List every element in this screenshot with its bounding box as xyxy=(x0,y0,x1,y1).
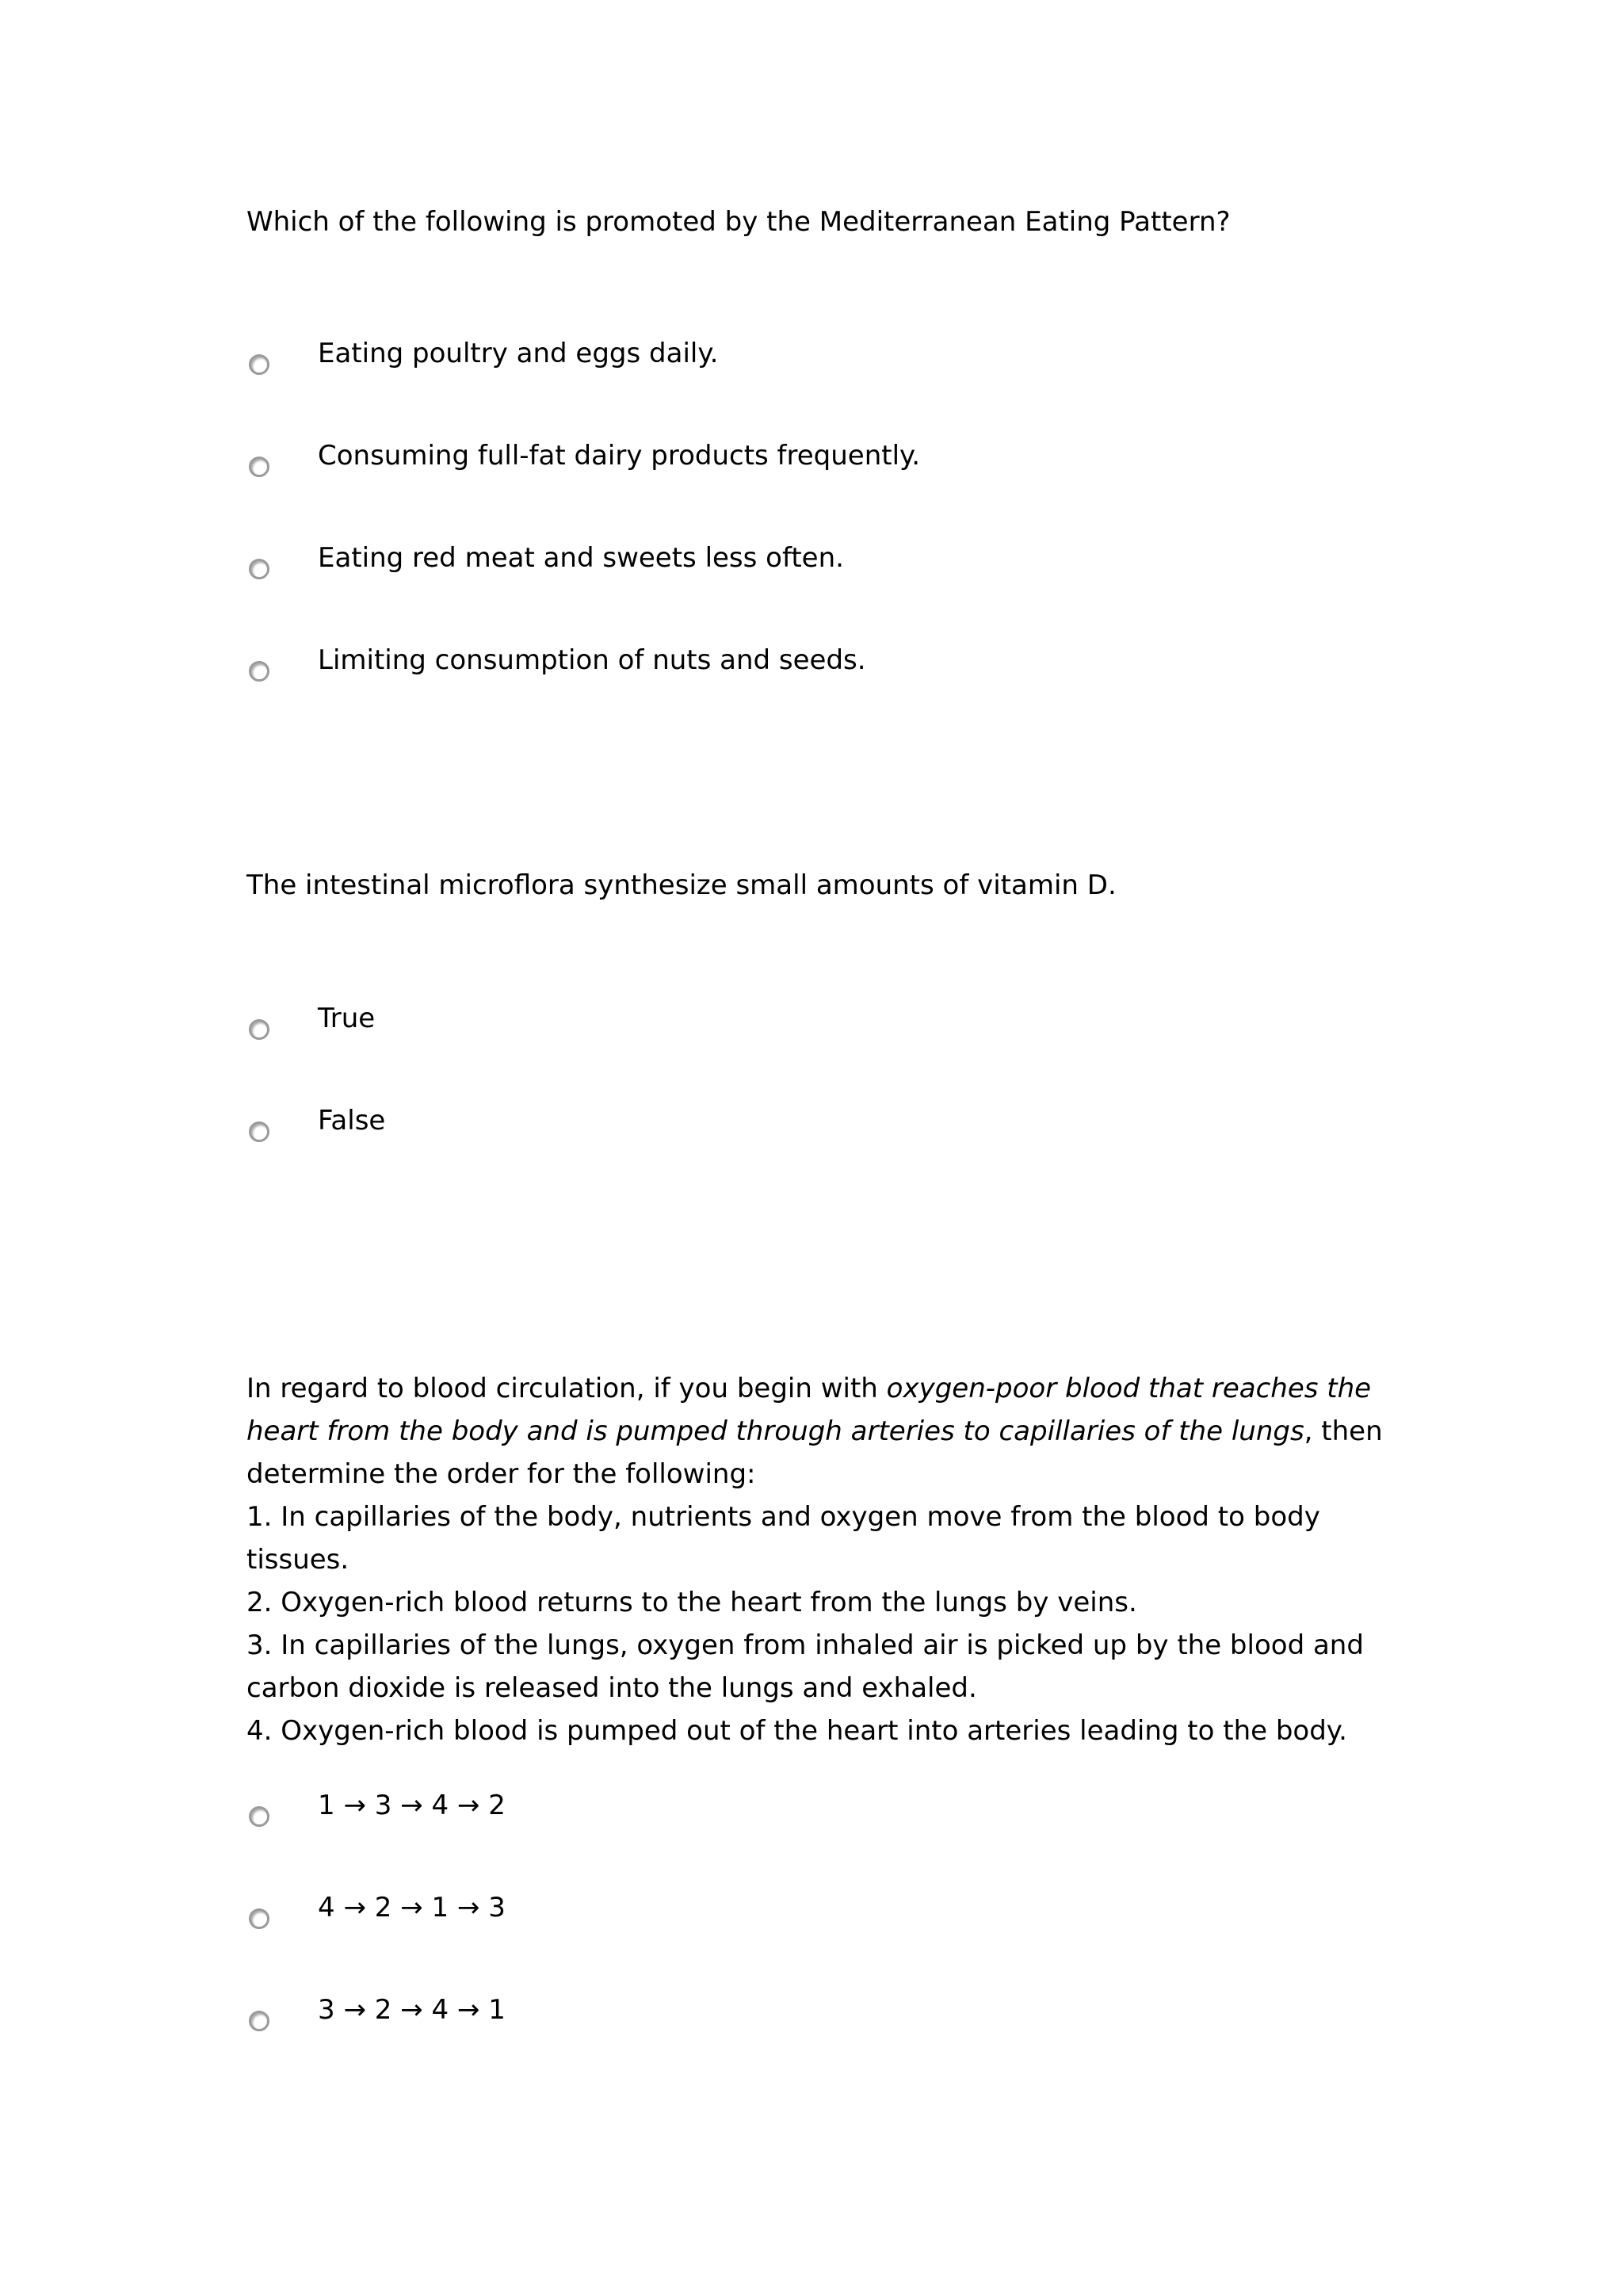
question-3 xyxy=(246,1367,1388,2026)
question-1-option-1[interactable] xyxy=(246,335,1388,383)
radio-button[interactable] xyxy=(249,661,269,682)
stem-intro: In regard to blood circulation, if you begin with xyxy=(246,1373,887,1404)
sequence-item-2: 2. Oxygen-rich blood returns to the heart from the lungs by veins. xyxy=(246,1587,1137,1618)
question-3-stem xyxy=(246,1367,1388,1752)
question-1 xyxy=(246,201,1388,676)
sequence-item-4: 4. Oxygen-rich blood is pumped out of the heart into arteries leading to the body. xyxy=(246,1715,1347,1747)
radio-button[interactable] xyxy=(249,457,269,477)
option-label: Limiting consumption of nuts and seeds. xyxy=(318,644,866,676)
radio-button[interactable] xyxy=(249,354,269,375)
option-label: False xyxy=(318,1105,386,1137)
radio-button[interactable] xyxy=(249,1019,269,1040)
question-1-stem: Which of the following is promoted by the Mediterranean Eating Pattern? xyxy=(246,206,1231,238)
stem-italic: oxygen-poor blood that reaches the heart from the body and is pumped through arteries to capillaries of the lungs xyxy=(246,1373,1372,1447)
question-2 xyxy=(246,864,1388,1137)
option-label: True xyxy=(318,1003,376,1034)
option-label: Eating red meat and sweets less often. xyxy=(318,542,844,574)
stem-after: , then determine the order for the following: xyxy=(246,1415,1383,1490)
radio-button[interactable] xyxy=(249,2011,269,2031)
sequence-item-3: 3. In capillaries of the lungs, oxygen from inhaled air is picked up by the blood and carbon dioxide is released into the lungs and exhaled. xyxy=(246,1629,1364,1704)
option-label: Eating poultry and eggs daily. xyxy=(318,338,719,369)
question-2-option-true[interactable] xyxy=(246,1000,1388,1048)
question-1-option-3[interactable] xyxy=(246,540,1388,587)
radio-button[interactable] xyxy=(249,559,269,579)
option-label: 4 → 2 → 1 → 3 xyxy=(318,1892,506,1924)
question-2-option-false[interactable] xyxy=(246,1102,1388,1150)
option-label: 1 → 3 → 4 → 2 xyxy=(318,1790,506,1821)
question-3-option-3[interactable] xyxy=(246,1992,1388,2039)
radio-button[interactable] xyxy=(249,1121,269,1142)
option-label: 3 → 2 → 4 → 1 xyxy=(318,1994,506,2026)
sequence-item-1: 1. In capillaries of the body, nutrients and oxygen move from the blood to body tissues. xyxy=(246,1501,1320,1576)
question-3-option-1[interactable] xyxy=(246,1787,1388,1835)
radio-button[interactable] xyxy=(249,1806,269,1827)
question-3-stem-text xyxy=(246,1367,1388,1496)
question-1-option-2[interactable] xyxy=(246,437,1388,485)
question-1-option-4[interactable] xyxy=(246,642,1388,690)
question-2-stem: The intestinal microflora synthesize small amounts of vitamin D. xyxy=(246,869,1117,901)
radio-button[interactable] xyxy=(249,1908,269,1929)
option-label: Consuming full-fat dairy products frequently. xyxy=(318,440,921,472)
question-3-option-2[interactable] xyxy=(246,1889,1388,1937)
